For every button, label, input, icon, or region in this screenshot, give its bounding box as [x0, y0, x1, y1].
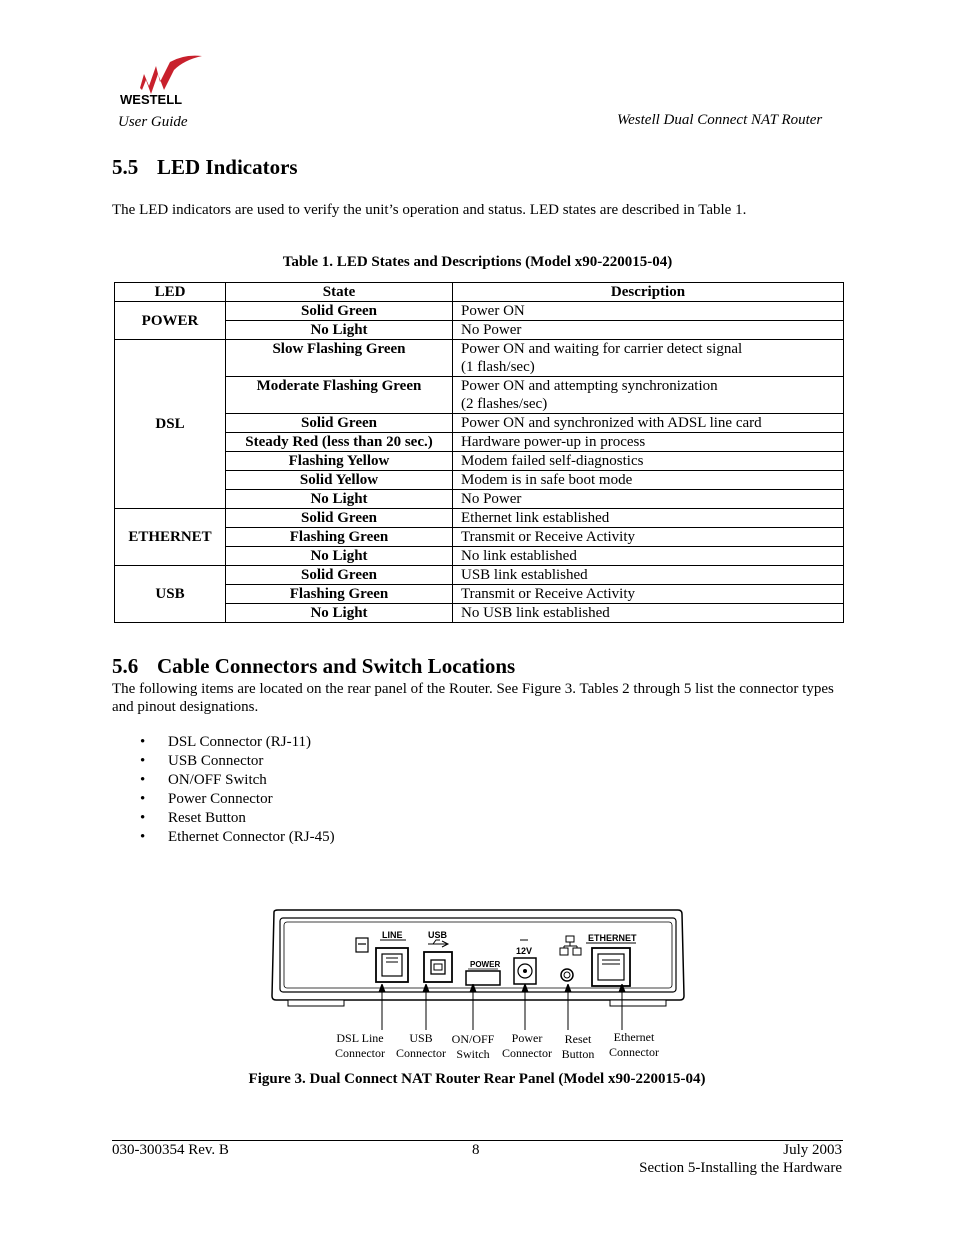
description-line: USB link established: [461, 567, 588, 583]
led-description-cell: [453, 547, 844, 566]
led-state-cell: Slow Flashing Green: [226, 340, 453, 377]
led-description-cell: [453, 566, 844, 585]
list-item: [140, 809, 335, 828]
bullet-icon: •: [140, 753, 146, 769]
led-description-cell: [453, 340, 844, 377]
panel-label-ethernet: ETHERNET: [588, 933, 637, 943]
footer-divider: [112, 1140, 843, 1141]
led-state-cell: No Light: [226, 547, 453, 566]
header-product-name: Westell Dual Connect NAT Router: [617, 112, 823, 128]
footer-date: July 2003: [783, 1142, 842, 1158]
description-line: Power ON and waiting for carrier detect signal: [461, 341, 743, 357]
callout-text: USB: [409, 1031, 433, 1045]
connector-list: [140, 733, 335, 847]
led-states-table: [114, 282, 844, 623]
callout-text: Power: [511, 1031, 543, 1045]
list-item-text: ON/OFF Switch: [168, 772, 267, 788]
bullet-icon: •: [140, 810, 146, 826]
led-description-cell: [453, 471, 844, 490]
table-caption: Table 1. LED States and Descriptions (Model x90-220015-04): [282, 254, 673, 270]
led-state-cell: Flashing Yellow: [226, 452, 453, 471]
section-heading-connectors: [112, 654, 515, 679]
description-line: Power ON and attempting synchronization: [461, 378, 718, 394]
description-line: Power ON and synchronized with ADSL line card: [461, 415, 762, 431]
callout-text: DSL Line: [336, 1031, 384, 1045]
callout-text: Connector: [335, 1046, 385, 1060]
description-line: Modem is in safe boot mode: [461, 472, 633, 488]
description-line: (1 flash/sec): [461, 359, 535, 375]
led-state-cell: Moderate Flashing Green: [226, 377, 453, 414]
list-item-text: DSL Connector (RJ-11): [168, 734, 312, 750]
table-row: [115, 302, 844, 321]
section-heading-led: [112, 155, 298, 180]
list-item: [140, 771, 335, 790]
description-line: No link established: [461, 548, 577, 564]
description-line: No Power: [461, 491, 522, 507]
list-item-text: Ethernet Connector (RJ-45): [168, 829, 335, 845]
led-state-cell: Solid Green: [226, 509, 453, 528]
panel-label-12v: 12V: [516, 946, 533, 956]
figure-caption: Figure 3. Dual Connect NAT Router Rear Panel (Model x90-220015-04): [248, 1071, 706, 1087]
description-line: Modem failed self-diagnostics: [461, 453, 644, 469]
led-description-cell: [453, 321, 844, 340]
section-number: 5.5: [112, 155, 139, 179]
description-line: Transmit or Receive Activity: [461, 529, 636, 545]
panel-label-power: POWER: [470, 960, 501, 969]
header-doc-type: User Guide: [118, 114, 188, 130]
callout-dsl-line-connector: [330, 1031, 390, 1061]
description-line: No USB link established: [461, 605, 610, 621]
bullet-icon: •: [140, 772, 146, 788]
callout-text: Connector: [396, 1046, 446, 1060]
led-description-cell: [453, 377, 844, 414]
bullet-icon: •: [140, 829, 146, 845]
list-item-text: Power Connector: [168, 791, 273, 807]
led-description-cell: [453, 585, 844, 604]
section-title: Cable Connectors and Switch Locations: [157, 654, 516, 678]
list-item-text: Reset Button: [168, 810, 246, 826]
callout-text: Connector: [502, 1046, 552, 1060]
led-description-cell: [453, 604, 844, 623]
panel-label-usb: USB: [428, 930, 448, 940]
brand-wordmark: WESTELL: [120, 92, 183, 107]
led-name-cell: DSL: [115, 340, 226, 509]
led-intro-paragraph: The LED indicators are used to verify the unit’s operation and status. LED states are described in Table 1.: [112, 202, 747, 218]
callout-reset-button: [548, 1032, 608, 1062]
led-state-cell: Solid Green: [226, 566, 453, 585]
led-description-cell: [453, 433, 844, 452]
led-state-cell: No Light: [226, 604, 453, 623]
list-item: [140, 828, 335, 847]
footer-doc-number: 030-300354 Rev. B: [112, 1142, 229, 1158]
led-name-cell: POWER: [115, 302, 226, 340]
list-item-text: USB Connector: [168, 753, 264, 769]
table-body: [115, 302, 844, 623]
description-line: Hardware power-up in process: [461, 434, 646, 450]
callout-on-off-switch: [443, 1032, 503, 1062]
description-line: No Power: [461, 322, 522, 338]
led-description-cell: [453, 452, 844, 471]
footer-page-number: 8: [472, 1142, 480, 1158]
table-row: [115, 566, 844, 585]
table-header-row: [115, 283, 844, 302]
connectors-intro-paragraph: The following items are located on the rear panel of the Router. See Figure 3. Tables 2 through 5 list the connector types and pinout designations.: [112, 681, 834, 715]
led-state-cell: Flashing Green: [226, 528, 453, 547]
led-description-cell: [453, 490, 844, 509]
callout-text: Ethernet: [613, 1030, 655, 1044]
led-state-cell: No Light: [226, 490, 453, 509]
list-item: [140, 790, 335, 809]
led-name-cell: ETHERNET: [115, 509, 226, 566]
column-header-state: State: [226, 283, 453, 302]
callout-text: Button: [561, 1047, 595, 1061]
callout-usb-connector: [391, 1031, 451, 1061]
led-state-cell: Solid Green: [226, 302, 453, 321]
description-line: Transmit or Receive Activity: [461, 586, 636, 602]
callout-text: Reset: [564, 1032, 592, 1046]
led-state-cell: Solid Yellow: [226, 471, 453, 490]
led-state-cell: Flashing Green: [226, 585, 453, 604]
westell-logo: [118, 52, 208, 108]
led-state-cell: Steady Red (less than 20 sec.): [226, 433, 453, 452]
table-row: [115, 509, 844, 528]
description-line: Power ON: [461, 303, 525, 319]
callout-arrows: [340, 984, 660, 1032]
led-description-cell: [453, 509, 844, 528]
panel-label-line: LINE: [382, 930, 403, 940]
column-header-description: Description: [453, 283, 844, 302]
callout-text: Switch: [456, 1047, 490, 1061]
section-title: LED Indicators: [157, 155, 298, 179]
led-state-cell: No Light: [226, 321, 453, 340]
led-name-cell: USB: [115, 566, 226, 623]
footer-section: Section 5-Installing the Hardware: [639, 1160, 842, 1176]
led-description-cell: [453, 528, 844, 547]
bullet-icon: •: [140, 734, 146, 750]
led-description-cell: [453, 414, 844, 433]
description-line: Ethernet link established: [461, 510, 610, 526]
callout-ethernet-connector: [602, 1030, 666, 1060]
led-state-cell: Solid Green: [226, 414, 453, 433]
table-row: [115, 340, 844, 377]
bullet-icon: •: [140, 791, 146, 807]
callout-text: ON/OFF: [451, 1032, 495, 1046]
column-header-led: LED: [115, 283, 226, 302]
led-description-cell: [453, 302, 844, 321]
list-item: [140, 733, 335, 752]
list-item: [140, 752, 335, 771]
section-number: 5.6: [112, 654, 139, 678]
description-line: (2 flashes/sec): [461, 396, 548, 412]
callout-text: Connector: [609, 1045, 659, 1059]
